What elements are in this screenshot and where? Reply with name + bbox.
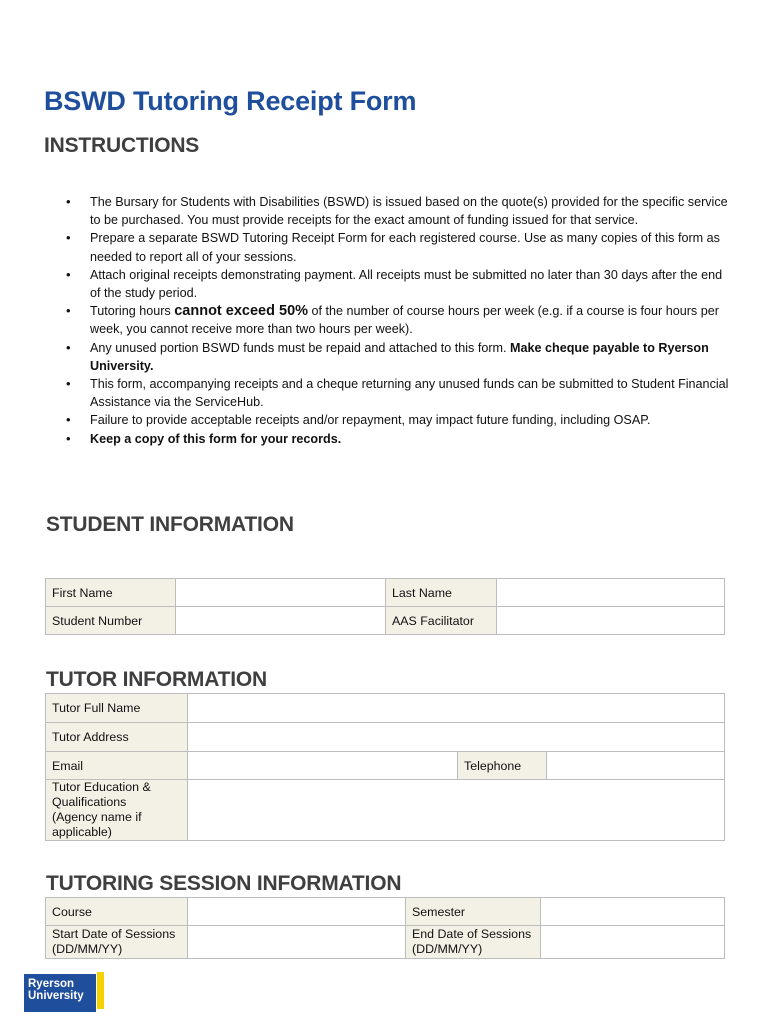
session-info-table — [45, 897, 725, 959]
email-field[interactable] — [188, 752, 458, 780]
end-date-label: End Date of Sessions (DD/MM/YY) — [406, 926, 541, 959]
last-name-label: Last Name — [386, 579, 497, 607]
tutor-education-field[interactable] — [188, 780, 725, 841]
logo-accent-bar — [97, 972, 104, 1009]
instruction-item: • Prepare a separate BSWD Tutoring Receipt Form for each registered course. Use as many copies of this form as needed to report all of your sessions. — [66, 229, 731, 265]
instruction-item: • Any unused portion BSWD funds must be repaid and attached to this form. Make cheque payable to Ryerson University. — [66, 339, 731, 375]
tutor-education-label: Tutor Education & Qualifications (Agency name if applicable) — [46, 780, 188, 841]
ryerson-logo — [24, 974, 96, 1012]
instruction-item: • Attach original receipts demonstrating payment. All receipts must be submitted no later than 30 days after the end of the study period. — [66, 266, 731, 302]
telephone-label: Telephone — [458, 752, 547, 780]
student-info-heading: STUDENT INFORMATION — [46, 513, 294, 536]
emphasis-limit: cannot exceed 50% — [174, 303, 309, 320]
instruction-item: • Failure to provide acceptable receipts and/or repayment, may impact future funding, including OSAP. — [66, 411, 731, 429]
semester-field[interactable] — [541, 898, 725, 926]
tutor-info-table — [45, 693, 725, 841]
instruction-item: • The Bursary for Students with Disabilities (BSWD) is issued based on the quote(s) provided for the specific service to be purchased. You must provide receipts for the exact amount of funding issued for that service. — [66, 193, 731, 229]
last-name-field[interactable] — [497, 579, 725, 607]
session-info-heading: TUTORING SESSION INFORMATION — [46, 872, 402, 895]
aas-facilitator-field[interactable] — [497, 607, 725, 635]
first-name-label: First Name — [46, 579, 176, 607]
instruction-item: • This form, accompanying receipts and a cheque returning any unused funds can be submitted to Student Financial Assistance via the ServiceHub. — [66, 375, 731, 411]
student-number-field[interactable] — [176, 607, 386, 635]
student-number-label: Student Number — [46, 607, 176, 635]
page-title: BSWD Tutoring Receipt Form — [44, 86, 417, 116]
instruction-item: • Tutoring hours cannot exceed 50% of the number of course hours per week (e.g. if a course is four hours per week, you cannot receive more than two hours per week). — [66, 302, 731, 338]
tutor-info-heading: TUTOR INFORMATION — [46, 668, 267, 691]
instructions-heading: INSTRUCTIONS — [44, 134, 200, 157]
tutor-address-field[interactable] — [188, 723, 725, 752]
start-date-field[interactable] — [188, 926, 406, 959]
tutor-full-name-label: Tutor Full Name — [46, 694, 188, 723]
tutor-address-label: Tutor Address — [46, 723, 188, 752]
semester-label: Semester — [406, 898, 541, 926]
start-date-label: Start Date of Sessions (DD/MM/YY) — [46, 926, 188, 959]
tutor-full-name-field[interactable] — [188, 694, 725, 723]
email-label: Email — [46, 752, 188, 780]
first-name-field[interactable] — [176, 579, 386, 607]
aas-facilitator-label: AAS Facilitator — [386, 607, 497, 635]
instructions-list — [66, 193, 731, 448]
student-info-table — [45, 578, 725, 635]
telephone-field[interactable] — [547, 752, 725, 780]
course-field[interactable] — [188, 898, 406, 926]
logo-wordmark: Ryerson University — [24, 974, 96, 1012]
instruction-item: • Keep a copy of this form for your records. — [66, 430, 731, 448]
course-label: Course — [46, 898, 188, 926]
end-date-field[interactable] — [541, 926, 725, 959]
cheque-payable-note: Make cheque payable to Ryerson University. — [90, 340, 709, 373]
